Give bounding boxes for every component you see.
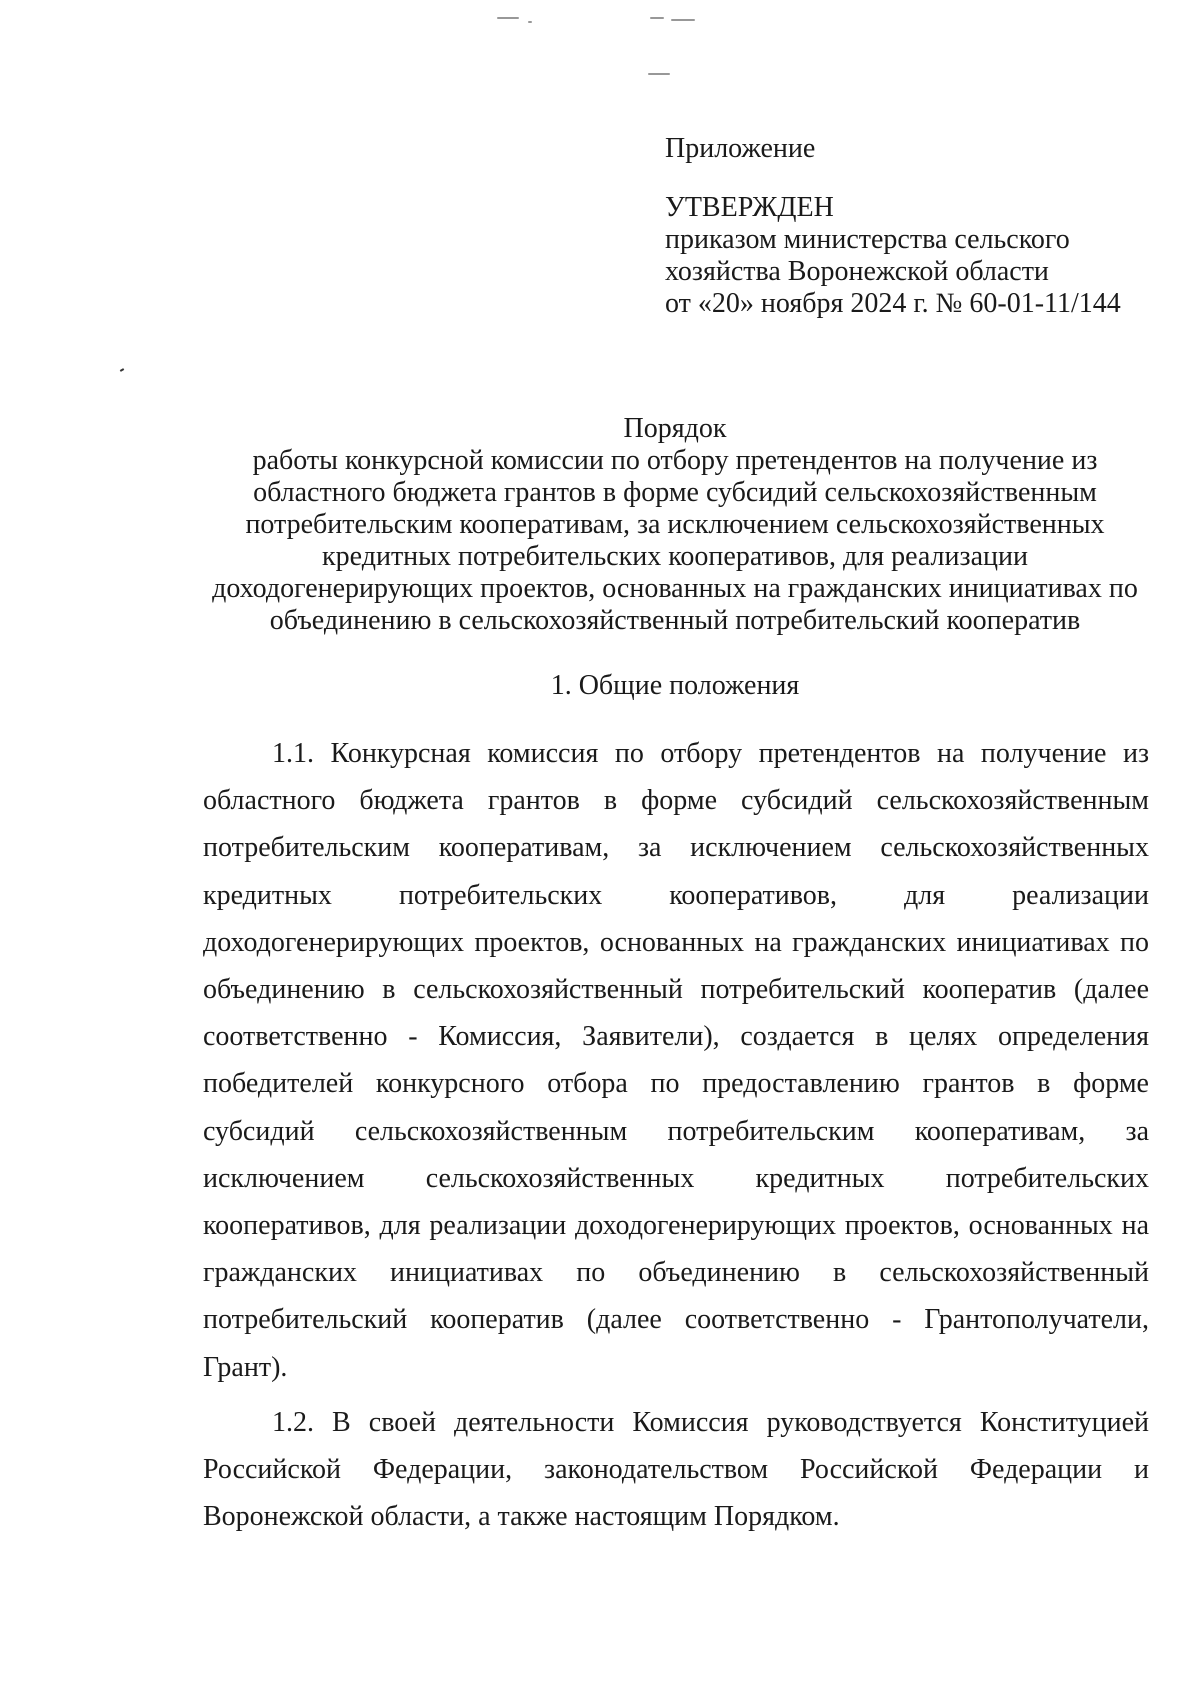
scan-artifact (497, 17, 519, 19)
scan-artifact (671, 19, 695, 21)
scan-artifact (528, 21, 532, 23)
approved-by-line: хозяйства Воронежской области (665, 256, 1049, 287)
approved-label: УТВЕРЖДЕН (665, 192, 834, 223)
title-line: кредитных потребительских кооперативов, для реализации (322, 541, 1028, 572)
scan-artifact (650, 17, 664, 19)
title-line: объединению в сельскохозяйственный потребительский кооператив (269, 605, 1081, 636)
title-heading: Порядок (623, 413, 727, 444)
title-line: потребительским кооперативам, за исключением сельскохозяйственных (245, 509, 1105, 540)
document-title (190, 413, 1160, 637)
appendix-label: Приложение (665, 133, 816, 164)
approved-by-line: приказом министерства сельского (665, 224, 1070, 255)
order-reference: от «20» ноября 2024 г. № 60-01-11/144 (665, 288, 1121, 319)
title-line: доходогенерирующих проектов, основанных на гражданских инициативах по (212, 573, 1138, 604)
paragraph-1-2: 1.2. В своей деятельности Комиссия руководствуется Конституцией Российской Федерации, законодательством Российской Федерации и Воронежской области, а также настоящим Порядком. (203, 1406, 1149, 1533)
paragraph-1-1: 1.1. Конкурсная комиссия по отбору претендентов на получение из областного бюджета грантов в форме субсидий сельскохозяйственным потребительским кооперативам, за исключением сельскохозяйственных кредитных потребительских кооперативов, для реализации доходогенерирующих проектов, основанных на гражданских инициативах по объединению в сельскохозяйственный потребительский кооператив (далее соответственно - Комиссия, Заявители), создается в целях определения победителей конкурсного отбора по предоставлению грантов в форме субсидий сельскохозяйственным потребительским кооперативам, за исключением сельскохозяйственных кредитных потребительских кооперативов, для реализации доходогенерирующих проектов, основанных на гражданских инициативах по объединению в сельскохозяйственный потребительский кооператив (далее соответственно - Грантополучатели, Грант). (203, 738, 1149, 1383)
scan-artifact (648, 73, 670, 75)
scan-artifact (120, 368, 124, 372)
title-line: работы конкурсной комиссии по отбору претендентов на получение из (252, 445, 1098, 476)
title-line: областного бюджета грантов в форме субсидий сельскохозяйственным (253, 477, 1097, 508)
approval-stamp (665, 133, 1165, 320)
section-heading: 1. Общие положения (550, 670, 800, 701)
document-body (203, 730, 1149, 1540)
